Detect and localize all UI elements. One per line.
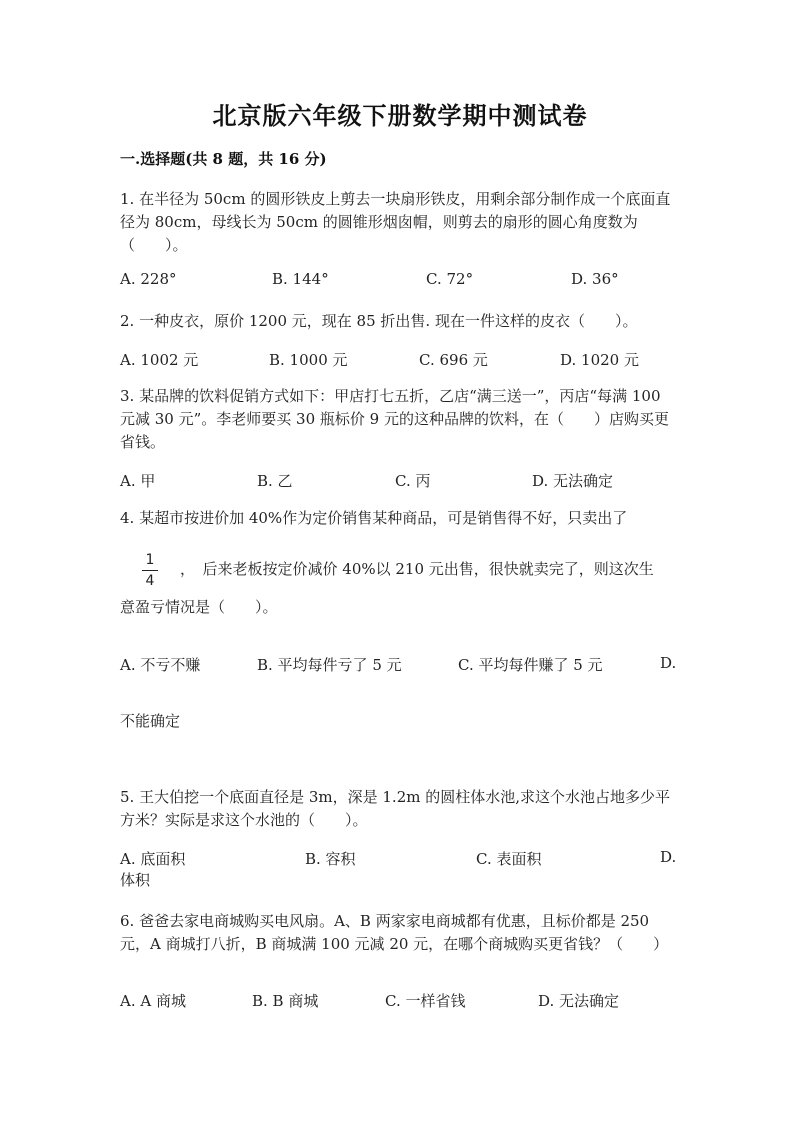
option-d: D. 36° <box>571 270 619 288</box>
option-d: D. 1020 元 <box>560 351 639 369</box>
option-c: C. 696 元 <box>419 351 488 369</box>
fraction-denominator: 4 <box>145 573 155 589</box>
question-2-options <box>120 349 680 371</box>
question-5-option-d-text: 体积 <box>120 871 151 889</box>
option-a: A. 底面积 <box>120 850 186 868</box>
question-5-options <box>120 848 680 870</box>
section-heading: 一.选择题(共 8 题，共 16 分) <box>120 150 327 168</box>
question-4-option-d-text: 不能确定 <box>120 712 181 730</box>
fraction-bar <box>142 570 158 571</box>
option-b: B. 平均每件亏了 5 元 <box>257 656 402 674</box>
option-d: D. <box>660 654 677 672</box>
option-b: B. 乙 <box>257 472 293 490</box>
option-a: A. 228° <box>120 270 177 288</box>
question-4-options <box>120 654 680 676</box>
question-4-text-line3: 意盈亏情况是（ ）。 <box>120 598 278 616</box>
option-a: A. 不亏不赚 <box>120 656 201 674</box>
question-6-text: 6. 爸爸去家电商城购买电风扇。A、B 两家家电商城都有优惠，且标价都是 250 元，A 商城打八折，B 商城满 100 元减 20 元，在哪个商城购买更省钱？（ ） <box>120 912 669 953</box>
fraction-one-quarter <box>142 551 158 590</box>
option-b: B. 1000 元 <box>269 351 348 369</box>
option-a: A. 1002 元 <box>120 351 199 369</box>
option-c: C. 一样省钱 <box>385 992 466 1010</box>
option-c: C. 72° <box>426 270 474 288</box>
option-c: C. 表面积 <box>476 850 542 868</box>
question-4-text-line1: 4. 某超市按进价加 40%作为定价销售某种商品，可是销售得不好，只卖出了 <box>120 509 628 527</box>
option-b: B. 容积 <box>305 850 356 868</box>
question-1-text: 1. 在半径为 50cm 的圆形铁皮上剪去一块扇形铁皮，用剩余部分制作成一个底面直径为 80cm，母线长为 50cm 的圆锥形烟囱帽，则剪去的扇形的圆心角度数为（ ）。 <box>120 190 671 254</box>
option-c: C. 丙 <box>395 472 431 490</box>
question-3-text: 3. 某品牌的饮料促销方式如下：甲店打七五折，乙店“满三送一”，丙店“每满 100 元减 30 元”。李老师要买 30 瓶标价 9 元的这种品牌的饮料，在（ ）店购买更省钱。 <box>120 387 669 451</box>
option-a: A. A 商城 <box>120 992 186 1010</box>
option-c: C. 平均每件赚了 5 元 <box>458 656 603 674</box>
question-1-options <box>120 270 680 292</box>
page-title: 北京版六年级下册数学期中测试卷 <box>212 101 588 130</box>
question-3-options <box>120 470 680 492</box>
option-a: A. 甲 <box>120 472 156 490</box>
option-d: D. <box>660 848 677 866</box>
option-d: D. 无法确定 <box>538 992 620 1010</box>
fraction-numerator: 1 <box>145 552 155 568</box>
question-5-text: 5. 王大伯挖一个底面直径是 3m，深是 1.2m 的圆柱体水池,求这个水池占地多少平方米？实际是求这个水池的（ ）。 <box>120 788 671 829</box>
option-d: D. 无法确定 <box>532 472 614 490</box>
option-b: B. 144° <box>272 270 329 288</box>
question-2-text: 2. 一种皮衣，原价 1200 元，现在 85 折出售. 现在一件这样的皮衣（ ）。 <box>120 312 638 330</box>
question-6-options <box>120 990 680 1012</box>
option-b: B. B 商城 <box>252 992 319 1010</box>
question-4-text-line2: ， 后来老板按定价减价 40%以 210 元出售，很快就卖完了，则这次生 <box>180 560 654 578</box>
